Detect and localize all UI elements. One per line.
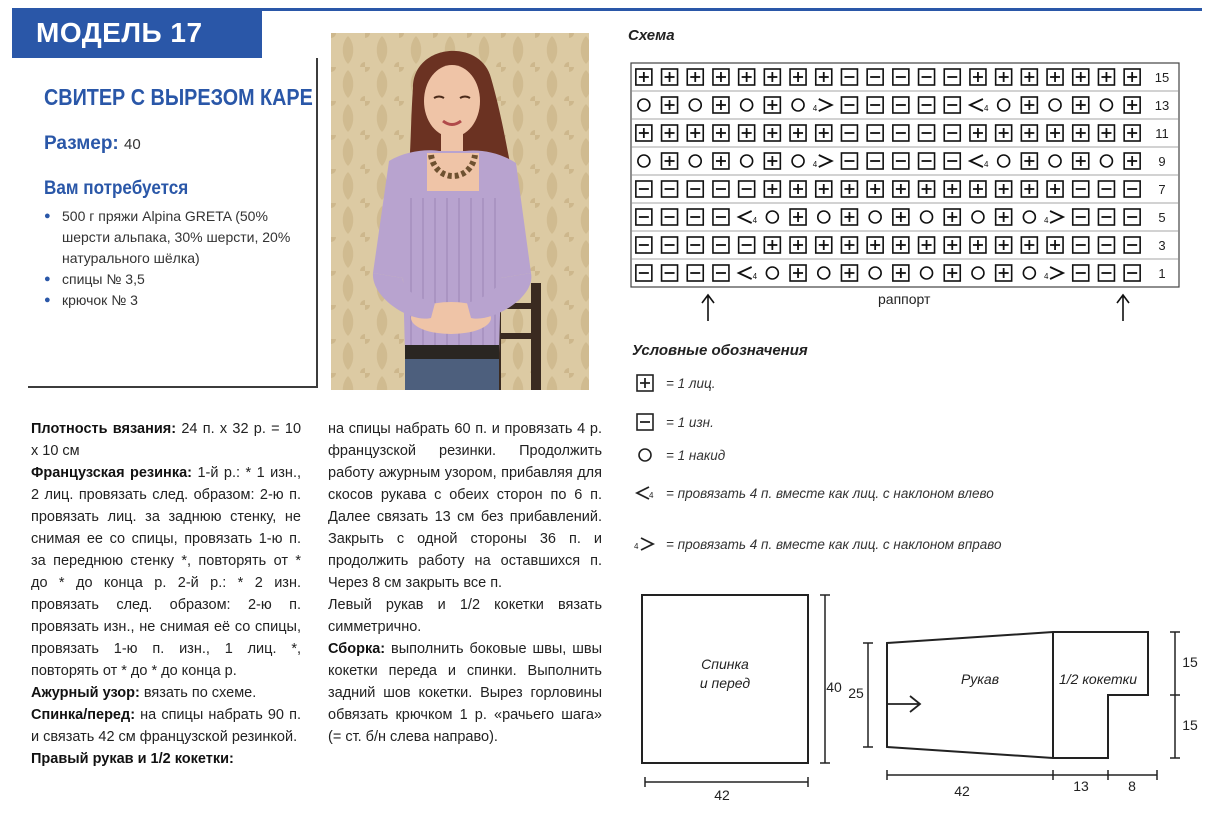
size-label: Размер: — [44, 133, 119, 154]
chart-cell — [867, 153, 883, 169]
chart-cell — [713, 125, 729, 141]
chart-cell — [792, 99, 804, 111]
body-label-line-1: Спинка — [701, 656, 749, 672]
chart-cell — [766, 267, 778, 279]
rapport-arrow-icon — [702, 295, 714, 321]
chart-cell — [893, 153, 909, 169]
chart-cell — [841, 97, 857, 113]
legend-purl — [632, 413, 714, 436]
instructions-column-1 — [31, 418, 301, 770]
purl-symbol-icon — [632, 413, 658, 431]
chart-cell — [869, 211, 881, 223]
chart-cell — [1021, 125, 1037, 141]
rib-label: Французская резинка: — [31, 465, 192, 481]
size-line — [44, 133, 141, 155]
sleeve-paragraph: на спицы набрать 60 п. и провязать 4 р. французской резинки. Продолжить работу ажурным узором, прибавляя для скосов рукава с обеих сторон по 6 п. Далее связать 13 см без прибавлений. Закрыть с одной стороны 36 п. и продолжить работу на оставшихся п. Через 8 см закрыть все п. — [328, 421, 602, 591]
chart-cell — [1021, 181, 1037, 197]
sleeve-cuff-label: 25 — [848, 685, 864, 701]
chart-cell — [1124, 153, 1140, 169]
chart-cell — [1098, 237, 1114, 253]
chart-cell — [662, 97, 678, 113]
sleeve-yoke-piece — [887, 632, 1148, 758]
chart-cell — [1021, 153, 1037, 169]
svg-text:4: 4 — [812, 160, 818, 169]
chart-cell — [841, 153, 857, 169]
back-value: на спицы набрать 90 п. и связать 42 см французской резинкой. — [31, 707, 301, 745]
chart-cell — [919, 69, 935, 85]
legend-dec-right-text: = провязать 4 п. вместе как лиц. с наклоном вправо — [666, 537, 1002, 552]
chart-cell — [944, 237, 960, 253]
chart-cell — [687, 181, 703, 197]
chart-cell — [687, 125, 703, 141]
knitting-chart — [628, 60, 1170, 325]
lace-value: вязать по схеме. — [139, 685, 257, 701]
sleeve-length-label: 42 — [954, 783, 970, 799]
rib-value: 1-й р.: * 1 изн., 2 лиц. провязать след. образом: 2-ю п. провязать лиц. за заднюю стенку, не снимая ее со спицы, провязать 1-ю п. за переднюю стенку *, повторять от * до * до конца р. 2-й р.: * 2 изн. провязать след. образом: 2-ю п. провязать изн., не снимая её со спицы, провязать 1-ю п. изн., 1 лиц. *, повторять от * до * до конца р. — [31, 465, 301, 679]
chart-cell — [689, 155, 701, 167]
chart-cell — [1023, 267, 1035, 279]
chart-cell — [713, 265, 729, 281]
rib-paragraph — [31, 462, 301, 682]
chart-cell — [741, 99, 753, 111]
chart-cell — [970, 237, 986, 253]
chart-cell — [818, 267, 830, 279]
chart-cell — [662, 237, 678, 253]
yoke-width-label: 13 — [1073, 778, 1089, 794]
legend-heading: Условные обозначения — [632, 342, 808, 359]
chart-cell — [1124, 97, 1140, 113]
chart-cell — [816, 181, 832, 197]
chart-cell — [1021, 69, 1037, 85]
decrease-left-symbol-icon — [632, 484, 658, 502]
chart-cell — [841, 265, 857, 281]
chart-cell — [998, 99, 1010, 111]
chart-cell — [867, 181, 883, 197]
row-number: 13 — [1154, 98, 1170, 113]
chart-cell — [919, 153, 935, 169]
body-width-label: 42 — [714, 787, 730, 803]
chart-cell — [1124, 69, 1140, 85]
chart-cell — [739, 237, 755, 253]
sleeve-label: Рукав — [960, 671, 1000, 687]
chart-cell — [919, 237, 935, 253]
chart-cell — [921, 211, 933, 223]
row-number: 5 — [1158, 210, 1166, 225]
chart-cell — [893, 237, 909, 253]
materials-list — [44, 206, 314, 311]
chart-cell — [790, 265, 806, 281]
chart-cell — [713, 97, 729, 113]
chart-cell — [944, 181, 960, 197]
legend-knit-text: = 1 лиц. — [666, 376, 716, 391]
materials-heading: Вам потребуется — [44, 178, 189, 199]
chart-cell — [1073, 97, 1089, 113]
chart-cell — [972, 267, 984, 279]
chart-cell — [790, 125, 806, 141]
row-number: 9 — [1158, 154, 1166, 169]
chart-cell — [1124, 181, 1140, 197]
back-paragraph — [31, 704, 301, 748]
svg-text:4: 4 — [812, 104, 818, 113]
chart-cell — [662, 209, 678, 225]
decrease-right-symbol-icon — [632, 535, 658, 553]
svg-text:4: 4 — [752, 216, 758, 225]
row-number: 11 — [1155, 126, 1169, 141]
chart-cell — [689, 99, 701, 111]
svg-text:4: 4 — [983, 160, 989, 169]
chart-cell — [841, 181, 857, 197]
chart-cell — [816, 125, 832, 141]
chart-cell — [739, 181, 755, 197]
chart-cell — [867, 237, 883, 253]
sleeve-paragraph-head — [31, 748, 301, 770]
chart-cell — [944, 125, 960, 141]
chart-cell — [764, 181, 780, 197]
chart-cell — [1047, 125, 1063, 141]
chart-cell — [739, 125, 755, 141]
chart-cell — [1098, 181, 1114, 197]
chart-cell — [1049, 99, 1061, 111]
chart-cell — [816, 237, 832, 253]
chart-cell — [687, 237, 703, 253]
chart-cell — [1021, 237, 1037, 253]
chart-cell — [1073, 265, 1089, 281]
svg-text:4: 4 — [983, 104, 989, 113]
chart-cell — [636, 237, 652, 253]
row-number: 15 — [1154, 70, 1170, 85]
density-value: 24 п. х 32 р. = 10 х 10 см — [31, 421, 302, 459]
chart-cell — [996, 237, 1012, 253]
legend-dec-left — [632, 484, 994, 507]
chart-cell — [970, 181, 986, 197]
chart-cell — [893, 97, 909, 113]
chart-cell — [944, 69, 960, 85]
chart-cell — [944, 209, 960, 225]
rapport-label: раппорт — [878, 291, 931, 307]
chart-cell — [1047, 237, 1063, 253]
chart-cell — [1124, 237, 1140, 253]
sleeve-label: Правый рукав и 1/2 кокетки: — [31, 751, 234, 767]
chart-cell — [713, 209, 729, 225]
assembly-value: выполнить боковые швы, швы кокетки переда и спинки. Выполнить задний шов кокетки. Вырез горловины обвязать крючком 1 р. «рачьего шага» (= ст. б/н слева направо). — [328, 641, 602, 745]
chart-cell — [662, 265, 678, 281]
chart-cell — [841, 209, 857, 225]
chart-cell — [1073, 209, 1089, 225]
size-value: 40 — [124, 136, 141, 153]
body-height-label: 40 — [826, 679, 842, 695]
chart-cell — [687, 209, 703, 225]
chart-cell — [944, 265, 960, 281]
chart-cell — [687, 69, 703, 85]
svg-text:4: 4 — [1044, 272, 1049, 281]
chart-cell — [636, 125, 652, 141]
chart-cell — [636, 265, 652, 281]
chart-cell — [1047, 181, 1063, 197]
chart-cell — [764, 69, 780, 85]
yarn-over-symbol-icon — [632, 446, 658, 464]
material-item: ● крючок № 3 — [44, 290, 314, 311]
chart-cell — [921, 267, 933, 279]
chart-cell — [1124, 265, 1140, 281]
chart-cell — [638, 99, 650, 111]
instructions-column-2 — [328, 418, 602, 748]
chart-cell — [636, 209, 652, 225]
legend-knit — [632, 374, 716, 397]
chart-cell — [1021, 97, 1037, 113]
chart-cell — [764, 237, 780, 253]
chart-cell — [841, 125, 857, 141]
chart-cell — [869, 267, 881, 279]
chart-cell — [996, 265, 1012, 281]
body-label-line-2: и перед — [699, 675, 751, 691]
chart-cell — [841, 237, 857, 253]
chart-cell — [1098, 209, 1114, 225]
chart-cell — [662, 153, 678, 169]
chart-cell — [996, 125, 1012, 141]
chart-cell — [919, 125, 935, 141]
knit-symbol-icon — [632, 374, 658, 392]
assembly-label: Сборка: — [328, 641, 386, 657]
density-label: Плотность вязания: — [31, 421, 177, 437]
chart-cell — [1073, 69, 1089, 85]
chart-cell — [1073, 125, 1089, 141]
legend-yarn-over — [632, 446, 726, 469]
chart-cell — [741, 155, 753, 167]
legend-purl-text: = 1 изн. — [666, 415, 714, 430]
chart-cell — [1073, 153, 1089, 169]
chart-cell — [790, 181, 806, 197]
model-photo — [331, 33, 589, 390]
chart-cell — [998, 155, 1010, 167]
chart-cell — [1100, 99, 1112, 111]
back-label: Спинка/перед: — [31, 707, 136, 723]
lace-label: Ажурный узор: — [31, 685, 140, 701]
chart-cell — [893, 125, 909, 141]
chart-cell — [970, 69, 986, 85]
yoke-label: 1/2 кокетки — [1058, 671, 1138, 687]
chart-cell — [867, 97, 883, 113]
chart-cell — [893, 181, 909, 197]
chart-cell — [1124, 209, 1140, 225]
chart-cell — [766, 211, 778, 223]
pattern-title: СВИТЕР С ВЫРЕЗОМ КАРЕ — [44, 84, 313, 110]
chart-cell — [1100, 155, 1112, 167]
chart-cell — [687, 265, 703, 281]
lace-paragraph — [31, 682, 301, 704]
chart-cell — [662, 181, 678, 197]
material-item: ● спицы № 3,5 — [44, 269, 314, 290]
chart-cell — [636, 181, 652, 197]
chart-cell — [818, 211, 830, 223]
left-sleeve-paragraph: Левый рукав и 1/2 кокетки вязать симметрично. — [328, 597, 602, 635]
top-rule — [262, 8, 1202, 11]
chart-cell — [713, 69, 729, 85]
chart-cell — [792, 155, 804, 167]
svg-text:4: 4 — [634, 542, 639, 551]
chart-cell — [970, 125, 986, 141]
chart-cell — [1124, 125, 1140, 141]
svg-text:4: 4 — [1044, 216, 1049, 225]
assembly-paragraph — [328, 638, 602, 748]
chart-cell — [996, 69, 1012, 85]
chart-cell — [662, 69, 678, 85]
rapport-arrow-icon — [1117, 295, 1129, 321]
chart-cell — [1098, 265, 1114, 281]
chart-cell — [662, 125, 678, 141]
chart-cell — [713, 153, 729, 169]
top-height-label: 15 — [1182, 654, 1198, 670]
chart-cell — [636, 69, 652, 85]
chart-cell — [893, 69, 909, 85]
knit-direction-arrow-icon — [888, 696, 920, 712]
row-number: 3 — [1158, 238, 1166, 253]
legend-yarn-over-text: = 1 накид — [666, 448, 726, 463]
chart-cell — [790, 209, 806, 225]
chart-cell — [764, 97, 780, 113]
legend-dec-right — [632, 535, 1002, 558]
chart-cell — [790, 69, 806, 85]
chart-cell — [841, 69, 857, 85]
chart-cell — [867, 125, 883, 141]
chart-cell — [919, 181, 935, 197]
chart-cell — [1073, 181, 1089, 197]
chart-cell — [972, 211, 984, 223]
row-number: 7 — [1158, 182, 1166, 197]
chart-cell — [713, 181, 729, 197]
chart-cell — [1098, 125, 1114, 141]
bottom-height-label: 15 — [1182, 717, 1198, 733]
chart-cell — [638, 155, 650, 167]
chart-cell — [816, 69, 832, 85]
chart-cell — [893, 209, 909, 225]
material-item: ● 500 г пряжи Alpina GRETA (50% шерсти альпака, 30% шерсти, 20% натурального шёлка) — [44, 206, 314, 269]
chart-cell — [713, 237, 729, 253]
chart-cell — [1098, 69, 1114, 85]
chart-cell — [739, 69, 755, 85]
chart-cell — [764, 125, 780, 141]
chart-cell — [1047, 69, 1063, 85]
density-paragraph — [31, 418, 301, 462]
chart-cell — [944, 153, 960, 169]
yoke-extra-label: 8 — [1128, 778, 1136, 794]
svg-text:4: 4 — [649, 491, 654, 500]
chart-cell — [1049, 155, 1061, 167]
chart-cell — [996, 209, 1012, 225]
model-tag: МОДЕЛЬ 17 — [12, 8, 262, 58]
chart-cell — [764, 153, 780, 169]
chart-cell — [790, 237, 806, 253]
row-number: 1 — [1158, 266, 1166, 281]
chart-cell — [893, 265, 909, 281]
chart-heading: Схема — [628, 27, 675, 44]
chart-cell — [867, 69, 883, 85]
svg-text:4: 4 — [752, 272, 758, 281]
garment-schematics — [620, 585, 1210, 815]
chart-cell — [919, 97, 935, 113]
chart-cell — [1023, 211, 1035, 223]
legend-dec-left-text: = провязать 4 п. вместе как лиц. с наклоном влево — [666, 486, 994, 501]
chart-cell — [944, 97, 960, 113]
chart-cell — [1073, 237, 1089, 253]
chart-cell — [996, 181, 1012, 197]
